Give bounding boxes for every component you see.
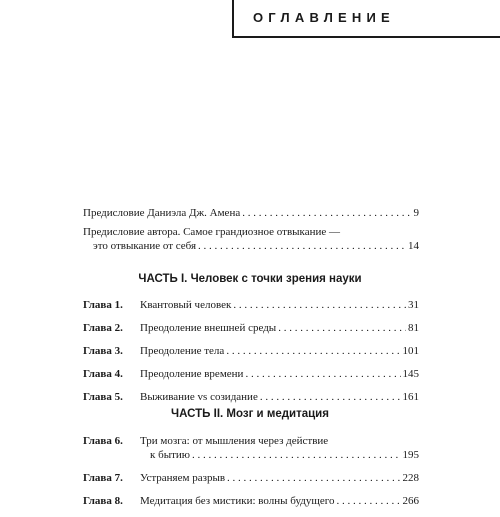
toc-chapter-1[interactable] <box>83 298 419 312</box>
chapter-list-part-2 <box>83 434 419 517</box>
chapter-title: Квантовый человек <box>140 299 232 311</box>
toc-entry-line <box>83 225 419 239</box>
chapter-page: 161 <box>402 391 419 403</box>
chapter-title: Медитация без мистики: волны будущего <box>140 495 335 507</box>
chapter-label: Глава 5. <box>83 391 123 403</box>
toc-chapter-2[interactable] <box>83 321 419 335</box>
toc-chapter-8[interactable] <box>83 494 419 508</box>
chapter-title: Преодоление тела <box>140 345 225 357</box>
page-header <box>0 0 500 42</box>
toc-entry-line <box>140 344 419 358</box>
toc-entry-line <box>83 206 419 220</box>
chapter-title: Преодоление внешней среды <box>140 322 277 334</box>
leader-dots <box>226 344 400 358</box>
toc-chapter-5[interactable] <box>83 390 419 404</box>
toc-entry-line <box>140 390 419 404</box>
chapter-page: 195 <box>402 449 419 461</box>
toc-entry-page: 14 <box>408 240 419 252</box>
chapter-title: Три мозга: от мышления через действие <box>140 435 329 447</box>
chapter-label: Глава 8. <box>83 495 123 507</box>
leader-dots <box>336 494 400 508</box>
chapter-title: Устраняем разрыв <box>140 472 226 484</box>
toc-entry-line <box>140 494 419 508</box>
toc-entry-line <box>140 367 419 381</box>
chapter-label: Глава 4. <box>83 368 123 380</box>
toc-entry-line <box>83 239 419 253</box>
chapter-title: Преодоление времени <box>140 368 244 380</box>
chapter-page: 145 <box>402 368 419 380</box>
toc-entry-page: 9 <box>413 207 419 219</box>
chapter-page: 81 <box>408 322 419 334</box>
page-title: ОГЛАВЛЕНИЕ <box>253 10 395 25</box>
toc-chapter-7[interactable] <box>83 471 419 485</box>
chapter-label: Глава 1. <box>83 299 123 311</box>
toc-intro-section <box>83 206 419 258</box>
part-heading-1: ЧАСТЬ I. Человек с точки зрения науки <box>138 273 362 285</box>
toc-entry-line <box>140 298 419 312</box>
chapter-label: Глава 2. <box>83 322 123 334</box>
chapter-label: Глава 6. <box>83 435 123 447</box>
part-heading-2: ЧАСТЬ II. Мозг и медитация <box>171 408 329 420</box>
chapter-list-part-1 <box>83 298 419 413</box>
leader-dots <box>227 471 400 485</box>
chapter-page: 228 <box>402 472 419 484</box>
toc-entry-title: Предисловие автора. Самое грандиозное отвыкание — <box>83 226 341 238</box>
header-vertical-rule <box>232 0 234 38</box>
toc-entry-line <box>140 434 419 448</box>
leader-dots <box>233 298 406 312</box>
toc-chapter-3[interactable] <box>83 344 419 358</box>
leader-dots <box>245 367 400 381</box>
chapter-page: 101 <box>402 345 419 357</box>
toc-entry-author-foreword[interactable] <box>83 225 419 253</box>
leader-dots <box>192 448 401 462</box>
toc-chapter-4[interactable] <box>83 367 419 381</box>
chapter-title: Выживание vs созидание <box>140 391 258 403</box>
chapter-title-continued: к бытию <box>150 449 190 461</box>
toc-entry-title: Предисловие Даниэла Дж. Амена <box>83 207 241 219</box>
leader-dots <box>198 239 406 253</box>
toc-entry-line <box>140 321 419 335</box>
toc-entry-foreword-amen[interactable] <box>83 206 419 220</box>
chapter-page: 31 <box>408 299 419 311</box>
header-horizontal-rule <box>232 36 500 38</box>
toc-entry-line <box>140 448 419 462</box>
leader-dots <box>260 390 401 404</box>
leader-dots <box>242 206 411 220</box>
leader-dots <box>278 321 406 335</box>
chapter-page: 266 <box>402 495 419 507</box>
toc-chapter-6[interactable] <box>83 434 419 462</box>
chapter-label: Глава 3. <box>83 345 123 357</box>
toc-entry-line <box>140 471 419 485</box>
chapter-label: Глава 7. <box>83 472 123 484</box>
toc-entry-title-continued: это отвыкание от себя <box>93 240 197 252</box>
